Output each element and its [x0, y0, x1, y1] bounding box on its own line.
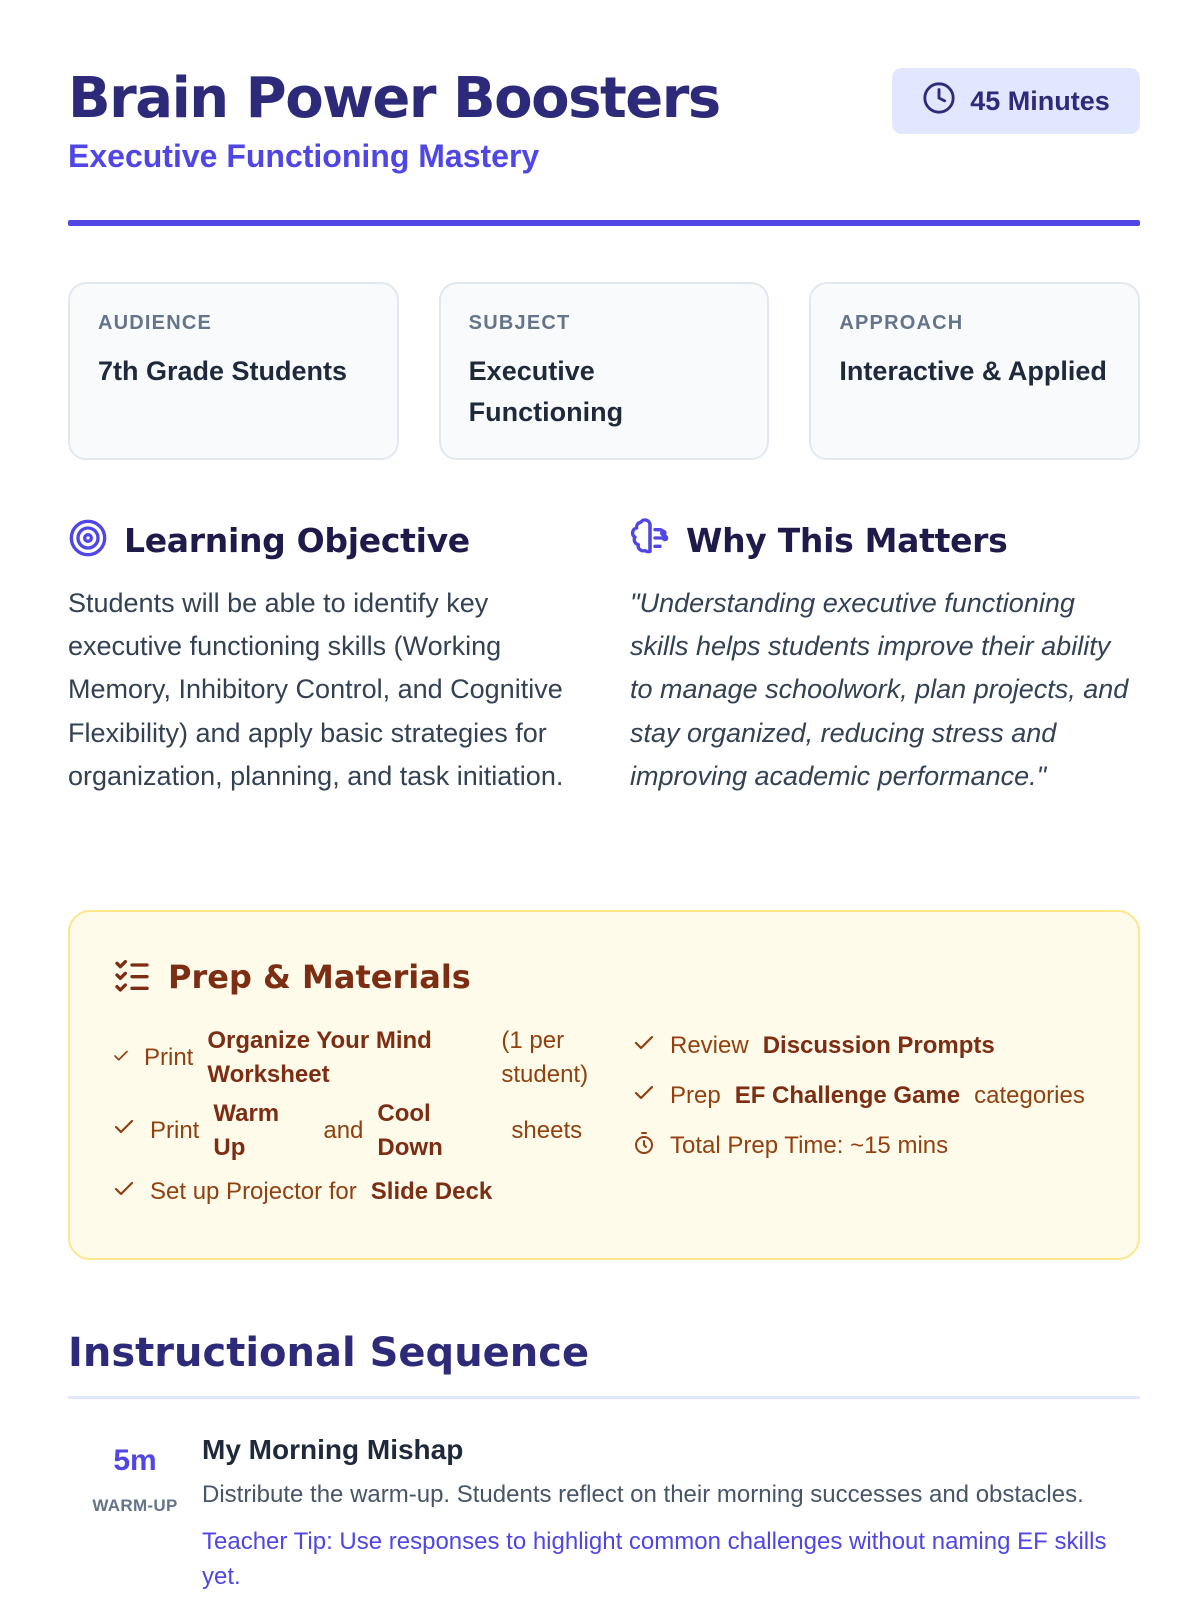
check-icon: [112, 1044, 130, 1072]
teacher-tip: Teacher Tip: Use responses to highlight common challenges without naming EF skills yet.: [202, 1527, 1107, 1590]
target-icon: [68, 518, 108, 563]
timer-icon: [632, 1131, 656, 1162]
step-title: My Morning Mishap: [202, 1434, 464, 1465]
prep-item-bold: EF Challenge Game: [734, 1082, 961, 1109]
card-value: Interactive & Applied: [839, 356, 1107, 386]
prep-heading: [112, 952, 1096, 1002]
prep-item: [112, 1097, 632, 1164]
step-phase: WARM-UP: [92, 1496, 178, 1515]
prep-title: Prep & Materials: [168, 958, 471, 996]
why-quote: "Understanding executive functioning skills helps students improve their ability to manage schoolwork, plan projects, and stay organized, reducing stress and improving academic performance.": [630, 588, 1129, 791]
prep-item-post: sheets: [511, 1116, 583, 1144]
audience-card: [68, 282, 399, 460]
checklist-icon: [112, 955, 152, 1000]
brain-icon: [630, 518, 670, 563]
prep-item: [632, 1124, 1096, 1168]
prep-item-text: [670, 1032, 995, 1060]
prep-item: [112, 1024, 632, 1091]
prep-item: [632, 1074, 1096, 1118]
objective-section: [68, 516, 1140, 798]
prep-list: [112, 1024, 1096, 1220]
prep-item-bold: Warm Up: [213, 1100, 280, 1161]
prep-item-bold: Slide Deck: [370, 1178, 493, 1206]
prep-column-left: [112, 1024, 632, 1220]
why-this-matters: [630, 516, 1140, 798]
lesson-title: Brain Power Boosters: [68, 66, 720, 131]
check-icon: [632, 1081, 656, 1112]
prep-item-pre: Prep: [670, 1082, 721, 1109]
prep-item-bold: Cool Down: [377, 1100, 443, 1161]
lesson-header: [68, 0, 1140, 230]
card-label: APPROACH: [839, 312, 964, 334]
prep-item-text: [670, 1082, 1085, 1110]
duration-badge: [892, 68, 1140, 134]
objective-text: Students will be able to identify key executive functioning skills (Working Memory, Inhibitory Control, and Cognitive Flexibility) and apply basic strategies for organization, planning, and task initiation.: [68, 588, 564, 791]
check-icon: [632, 1031, 656, 1062]
prep-item-pre: Set up Projector for: [150, 1178, 357, 1206]
sequence-title: Instructional Sequence: [68, 1330, 590, 1376]
objective-heading: [68, 516, 578, 564]
sequence-divider: [68, 1396, 1140, 1399]
prep-item-bold: Organize Your Mind Worksheet: [207, 1027, 432, 1088]
card-label: AUDIENCE: [98, 312, 213, 334]
prep-item-text: [670, 1132, 948, 1160]
prep-column-right: [632, 1024, 1096, 1220]
approach-card: [809, 282, 1140, 460]
prep-item-mid: and: [323, 1116, 364, 1144]
card-value: Executive Functioning: [468, 356, 624, 427]
prep-item-pre: Print: [150, 1116, 200, 1144]
step-body: [202, 1434, 1140, 1594]
prep-item: [632, 1024, 1096, 1068]
step-duration: 5m: [113, 1444, 157, 1477]
prep-materials-box: [68, 910, 1140, 1260]
prep-item-text: [144, 1024, 601, 1091]
header-divider: [68, 220, 1140, 226]
why-heading: [630, 516, 1140, 564]
info-cards: [68, 282, 1140, 460]
check-icon: [112, 1115, 136, 1146]
lesson-subtitle: Executive Functioning Mastery: [68, 138, 540, 174]
step-timing: [68, 1434, 202, 1594]
clock-icon: [922, 81, 956, 122]
prep-item-post: categories: [974, 1082, 1085, 1109]
learning-objective: [68, 516, 578, 798]
why-title: Why This Matters: [686, 520, 1008, 560]
prep-item-text: [150, 1178, 492, 1206]
prep-item-pre: Print: [144, 1043, 194, 1071]
prep-item-post: (1 per student): [501, 1027, 589, 1088]
check-icon: [112, 1177, 136, 1208]
card-label: SUBJECT: [468, 312, 571, 334]
sequence-step: [68, 1434, 1140, 1594]
lesson-plan: [68, 0, 1140, 1590]
prep-item: [112, 1170, 632, 1214]
prep-time: Total Prep Time: ~15 mins: [670, 1132, 949, 1159]
objective-title: Learning Objective: [124, 520, 470, 560]
step-description: Distribute the warm-up. Students reflect on their morning successes and obstacles.: [202, 1481, 1084, 1508]
duration-label: 45 Minutes: [970, 85, 1110, 116]
card-value: 7th Grade Students: [98, 356, 348, 386]
subject-card: [439, 282, 770, 460]
prep-item-bold: Discussion Prompts: [762, 1032, 995, 1059]
prep-item-text: [150, 1097, 582, 1164]
prep-item-pre: Review: [670, 1032, 749, 1059]
